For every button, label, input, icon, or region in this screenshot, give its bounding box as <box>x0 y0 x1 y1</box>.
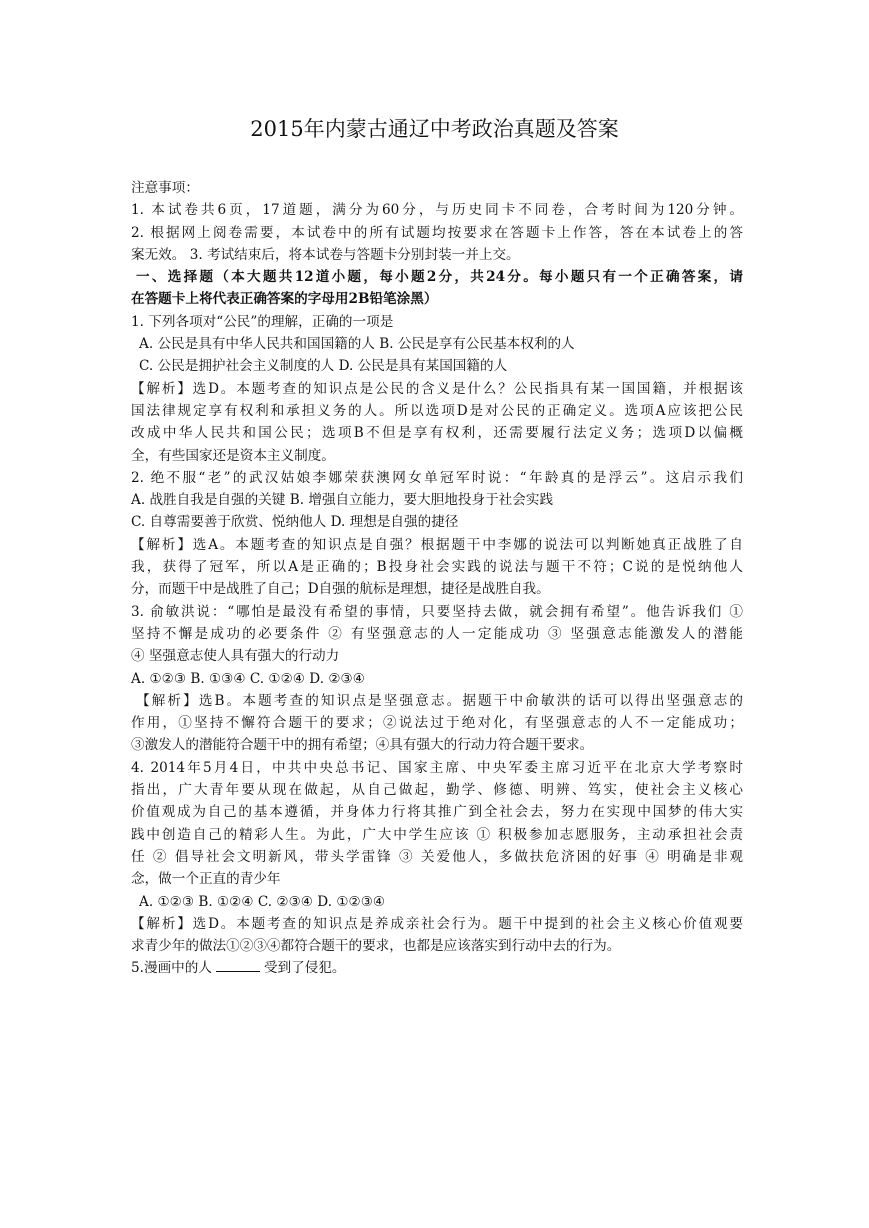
question-1-stem: 1. 下列各项对“公民”的理解，正确的一项是 <box>131 313 394 330</box>
question-1-analysis: 国法律规定享有权利和承担义务的人。所以选项D是对公民的正确定义。选项A应该把公民 <box>131 402 743 419</box>
question-2-stem: 2. 绝不服“老”的武汉姑娘李娜荣获澳网女单冠军时说：“年龄真的是浮云”。这启示我们 <box>131 469 743 486</box>
question-4-stem: 践中创造自己的精彩人生。为此，广大中学生应该 ① 积极参加志愿服务，主动承担社会责 <box>131 826 743 843</box>
question-5-before: 5.漫画中的人 <box>131 960 212 977</box>
question-3-analysis: 作用，①坚持不懈符合题干的要求；②说法过于绝对化，有坚强意志的人不一定能成功； <box>131 715 743 732</box>
question-4-analysis: 【解析】选D。本题考查的知识点是养成亲社会行为。题干中提到的社会主义核心价值观要 <box>131 915 743 932</box>
document-title: 2015年内蒙古通辽中考政治真题及答案 <box>250 117 619 141</box>
question-4-stem: 任 ② 倡导社会文明新风，带头学雷锋 ③ 关爱他人，多做扶危济困的好事 ④ 明确是非观 <box>131 848 743 865</box>
section-heading-cont: 在答题卡上将代表正确答案的字母用2B铅笔涂黑） <box>131 291 438 308</box>
answer-blank <box>216 957 260 972</box>
question-2-options-cd: C. 自尊需要善于欣赏、悦纳他人 D. 理想是自强的捷径 <box>131 514 459 531</box>
question-1-analysis: 改成中华人民共和国公民；选项B不但是享有权利，还需要履行法定义务；选项D以偏概 <box>131 425 743 442</box>
question-1-analysis: 【解析】选D。本题考查的知识点是公民的含义是什么？公民指具有某一国国籍，并根据该 <box>131 380 743 397</box>
question-4-stem: 指出，广大青年要从现在做起，从自己做起，勤学、修德、明辨、笃实，使社会主义核心 <box>131 782 743 799</box>
question-4-stem: 价值观成为自己的基本遵循，并身体力行将其推广到全社会去，努力在实现中国梦的伟大实 <box>131 804 743 821</box>
question-3-stem: ④ 坚强意志使人具有强大的行动力 <box>131 648 340 665</box>
question-3-stem: 坚持不懈是成功的必要条件 ② 有坚强意志的人一定能成功 ③ 坚强意志能激发人的潜能 <box>131 625 743 642</box>
question-2-analysis: 我，获得了冠军，所以A是正确的；B投身社会实践的说法与题干不符；C说的是悦纳他人 <box>131 559 743 576</box>
question-2-analysis: 【解析】选A。本题考查的知识点是自强？根据题干中李娜的说法可以判断她真正战胜了自 <box>131 536 743 553</box>
section-heading: 一、选择题（本大题共12道小题，每小题2分，共24分。每小题只有一个正确答案，请 <box>136 269 743 286</box>
question-2-analysis: 分，而题干中是战胜了自己；D自强的航标是理想，捷径是战胜自我。 <box>131 581 550 598</box>
question-1-analysis: 全，有些国家还是资本主义制度。 <box>131 447 335 464</box>
question-1-options-cd: C. 公民是拥护社会主义制度的人 D. 公民是具有某国国籍的人 <box>139 358 508 375</box>
question-3-analysis: ③激发人的潜能符合题干中的拥有希望；④具有强大的行动力符合题干要求。 <box>131 737 594 754</box>
question-3-analysis: 【解析】选B。本题考查的知识点是坚强意志。据题干中俞敏洪的话可以得出坚强意志的 <box>136 692 743 709</box>
question-4-analysis: 求青少年的做法①②③④都符合题干的要求，也都是应该落实到行动中去的行为。 <box>131 938 621 955</box>
notice-item-2-cont: 案无效。 3. 考试结束后，将本试卷与答题卡分别封装一并上交。 <box>131 246 520 263</box>
question-2-options-ab: A. 战胜自我是自强的关键 B. 增强自立能力，要大胆地投身于社会实践 <box>131 492 554 509</box>
question-3-options: A. ①②③ B. ①③④ C. ①②④ D. ②③④ <box>131 670 365 687</box>
document-body <box>131 177 743 980</box>
notice-item-1: 1. 本试卷共6页，17道题，满分为60分，与历史同卡不同卷，合考时间为120分钟。 <box>131 202 743 219</box>
notice-item-2: 2. 根据网上阅卷需要，本试卷中的所有试题均按要求在答题卡上作答，答在本试卷上的答 <box>131 224 743 241</box>
question-5-stem <box>131 957 743 979</box>
question-1-options-ab: A. 公民是具有中华人民共和国国籍的人 B. 公民是享有公民基本权利的人 <box>139 336 575 353</box>
question-4-options: A. ①②③ B. ①②④ C. ②③④ D. ①②③④ <box>139 893 386 910</box>
notice-heading: 注意事项： <box>131 180 199 196</box>
question-5-after: 受到了侵犯。 <box>263 960 346 977</box>
question-4-stem: 4. 2014年5月4日，中共中央总书记、国家主席、中央军委主席习近平在北京大学考察时 <box>131 759 743 776</box>
question-4-stem: 念，做一个正直的青少年 <box>131 871 281 888</box>
question-3-stem: 3. 俞敏洪说：“哪怕是最没有希望的事情，只要坚持去做，就会拥有希望”。他告诉我们 ① <box>131 603 743 620</box>
